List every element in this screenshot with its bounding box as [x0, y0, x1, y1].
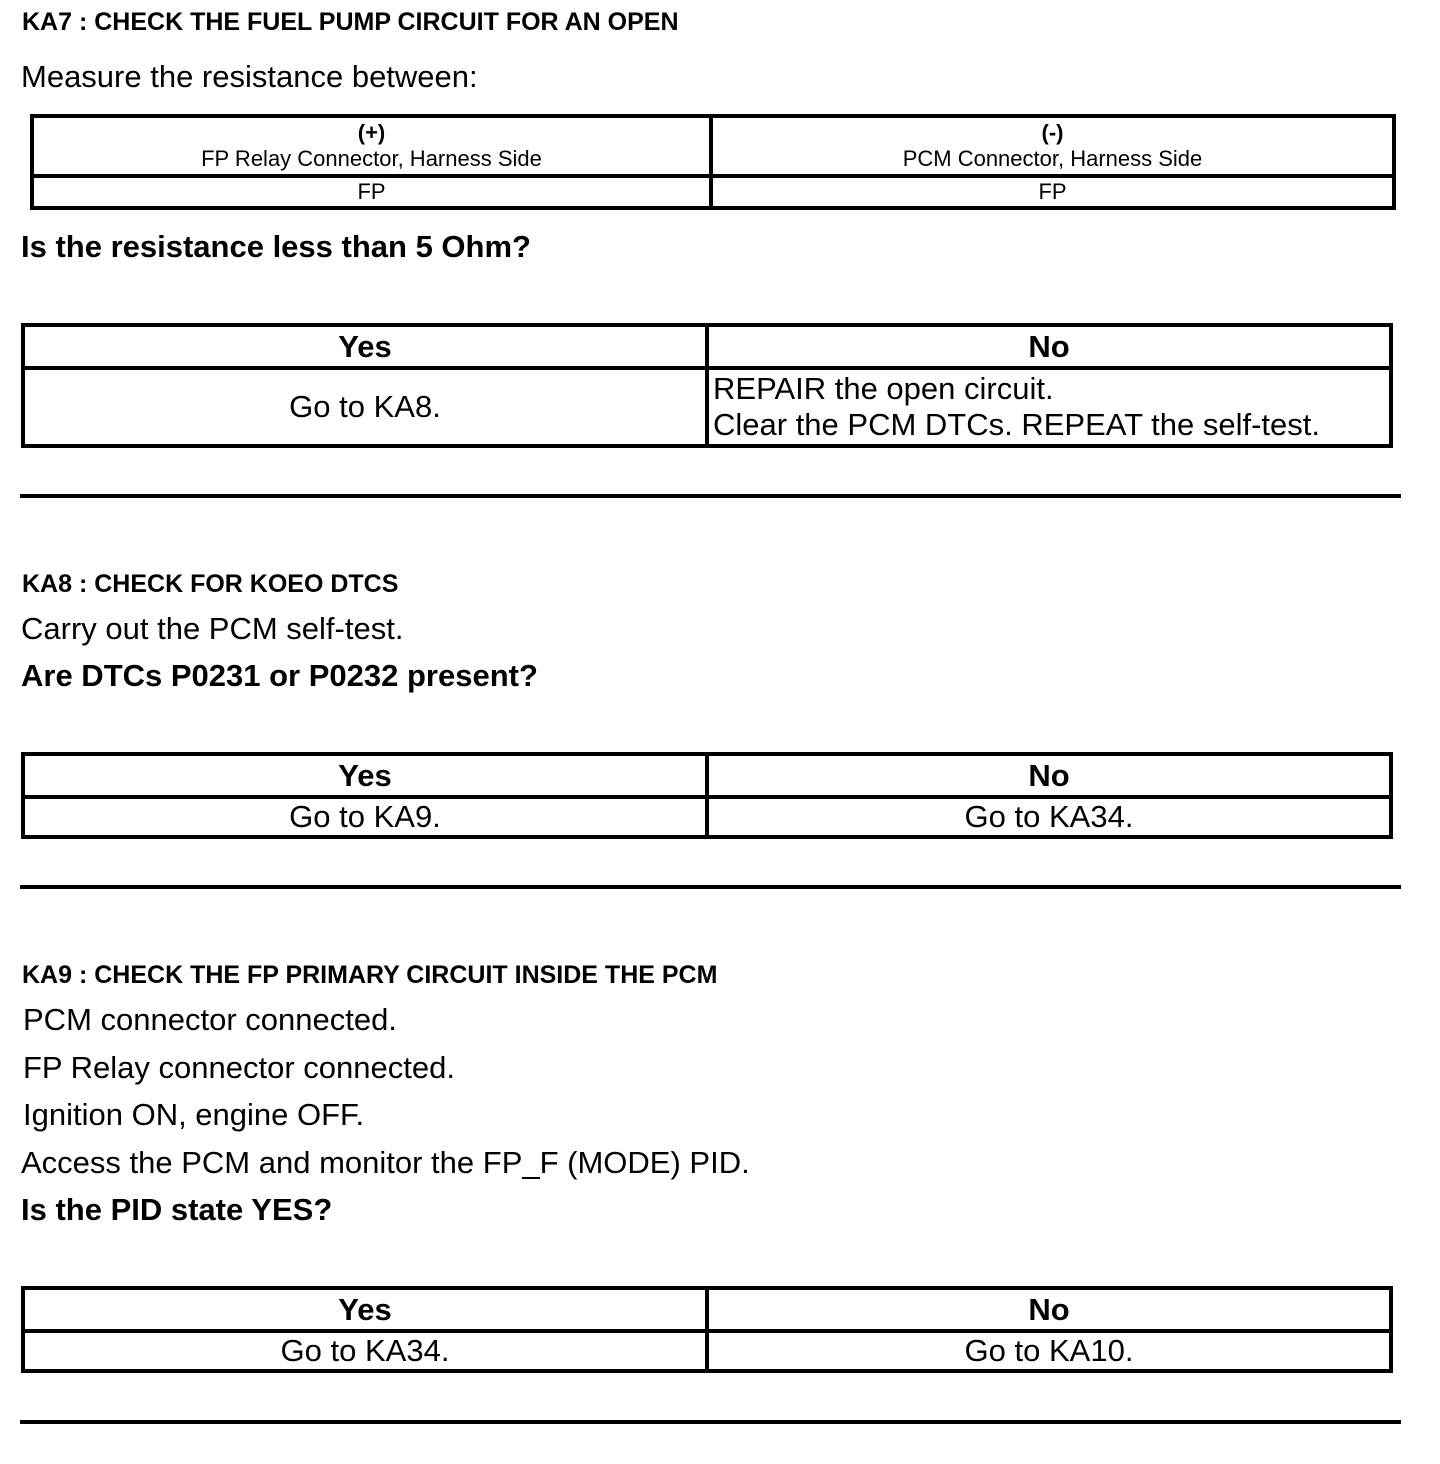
- no-header: No: [707, 325, 1391, 368]
- section-divider: [20, 1420, 1401, 1424]
- no-header: No: [707, 1288, 1391, 1331]
- ka7-yes-no-table: [21, 323, 1393, 448]
- ka7-question: Is the resistance less than 5 Ohm?: [21, 229, 531, 264]
- no-action: Go to KA10.: [707, 1331, 1391, 1371]
- ka9-step: Ignition ON, engine OFF.: [23, 1097, 365, 1132]
- ka9-step: FP Relay connector connected.: [23, 1050, 455, 1085]
- no-header: No: [707, 754, 1391, 797]
- yes-action: Go to KA34.: [23, 1331, 707, 1371]
- ka8-question: Are DTCs P0231 or P0232 present?: [21, 658, 538, 693]
- yes-action: Go to KA8.: [23, 368, 707, 446]
- plus-sign: (+): [357, 120, 386, 145]
- minus-connector-label: PCM Connector, Harness Side: [902, 146, 1203, 171]
- ka9-yes-no-table: [21, 1286, 1393, 1373]
- plus-connector-label: FP Relay Connector, Harness Side: [201, 146, 542, 171]
- ka7-heading: KA7 : CHECK THE FUEL PUMP CIRCUIT FOR AN OPEN: [22, 8, 679, 36]
- ka9-step: Access the PCM and monitor the FP_F (MODE) PID.: [21, 1145, 750, 1180]
- plus-pin: FP: [32, 176, 711, 208]
- no-action-line: REPAIR the open circuit.: [713, 371, 1054, 406]
- ka9-heading: KA9 : CHECK THE FP PRIMARY CIRCUIT INSIDE THE PCM: [22, 961, 718, 989]
- plus-connector-cell: [32, 116, 711, 176]
- yes-header: Yes: [23, 754, 707, 797]
- yes-header: Yes: [23, 1288, 707, 1331]
- yes-action: Go to KA9.: [23, 797, 707, 837]
- ka7-intro: Measure the resistance between:: [21, 59, 478, 94]
- section-divider: [20, 885, 1401, 889]
- ka9-step: PCM connector connected.: [23, 1002, 397, 1037]
- no-action-line: Clear the PCM DTCs. REPEAT the self-test.: [713, 407, 1320, 442]
- minus-sign: (-): [1041, 120, 1064, 145]
- ka8-heading: KA8 : CHECK FOR KOEO DTCS: [22, 570, 399, 598]
- no-action: Go to KA34.: [707, 797, 1391, 837]
- section-divider: [20, 494, 1401, 498]
- ka8-yes-no-table: [21, 752, 1393, 839]
- yes-header: Yes: [23, 325, 707, 368]
- no-action: [707, 368, 1391, 446]
- minus-pin: FP: [711, 176, 1394, 208]
- minus-connector-cell: [711, 116, 1394, 176]
- ka8-step: Carry out the PCM self-test.: [21, 611, 404, 646]
- ka7-measurement-table: [30, 114, 1396, 210]
- ka9-question: Is the PID state YES?: [21, 1192, 333, 1227]
